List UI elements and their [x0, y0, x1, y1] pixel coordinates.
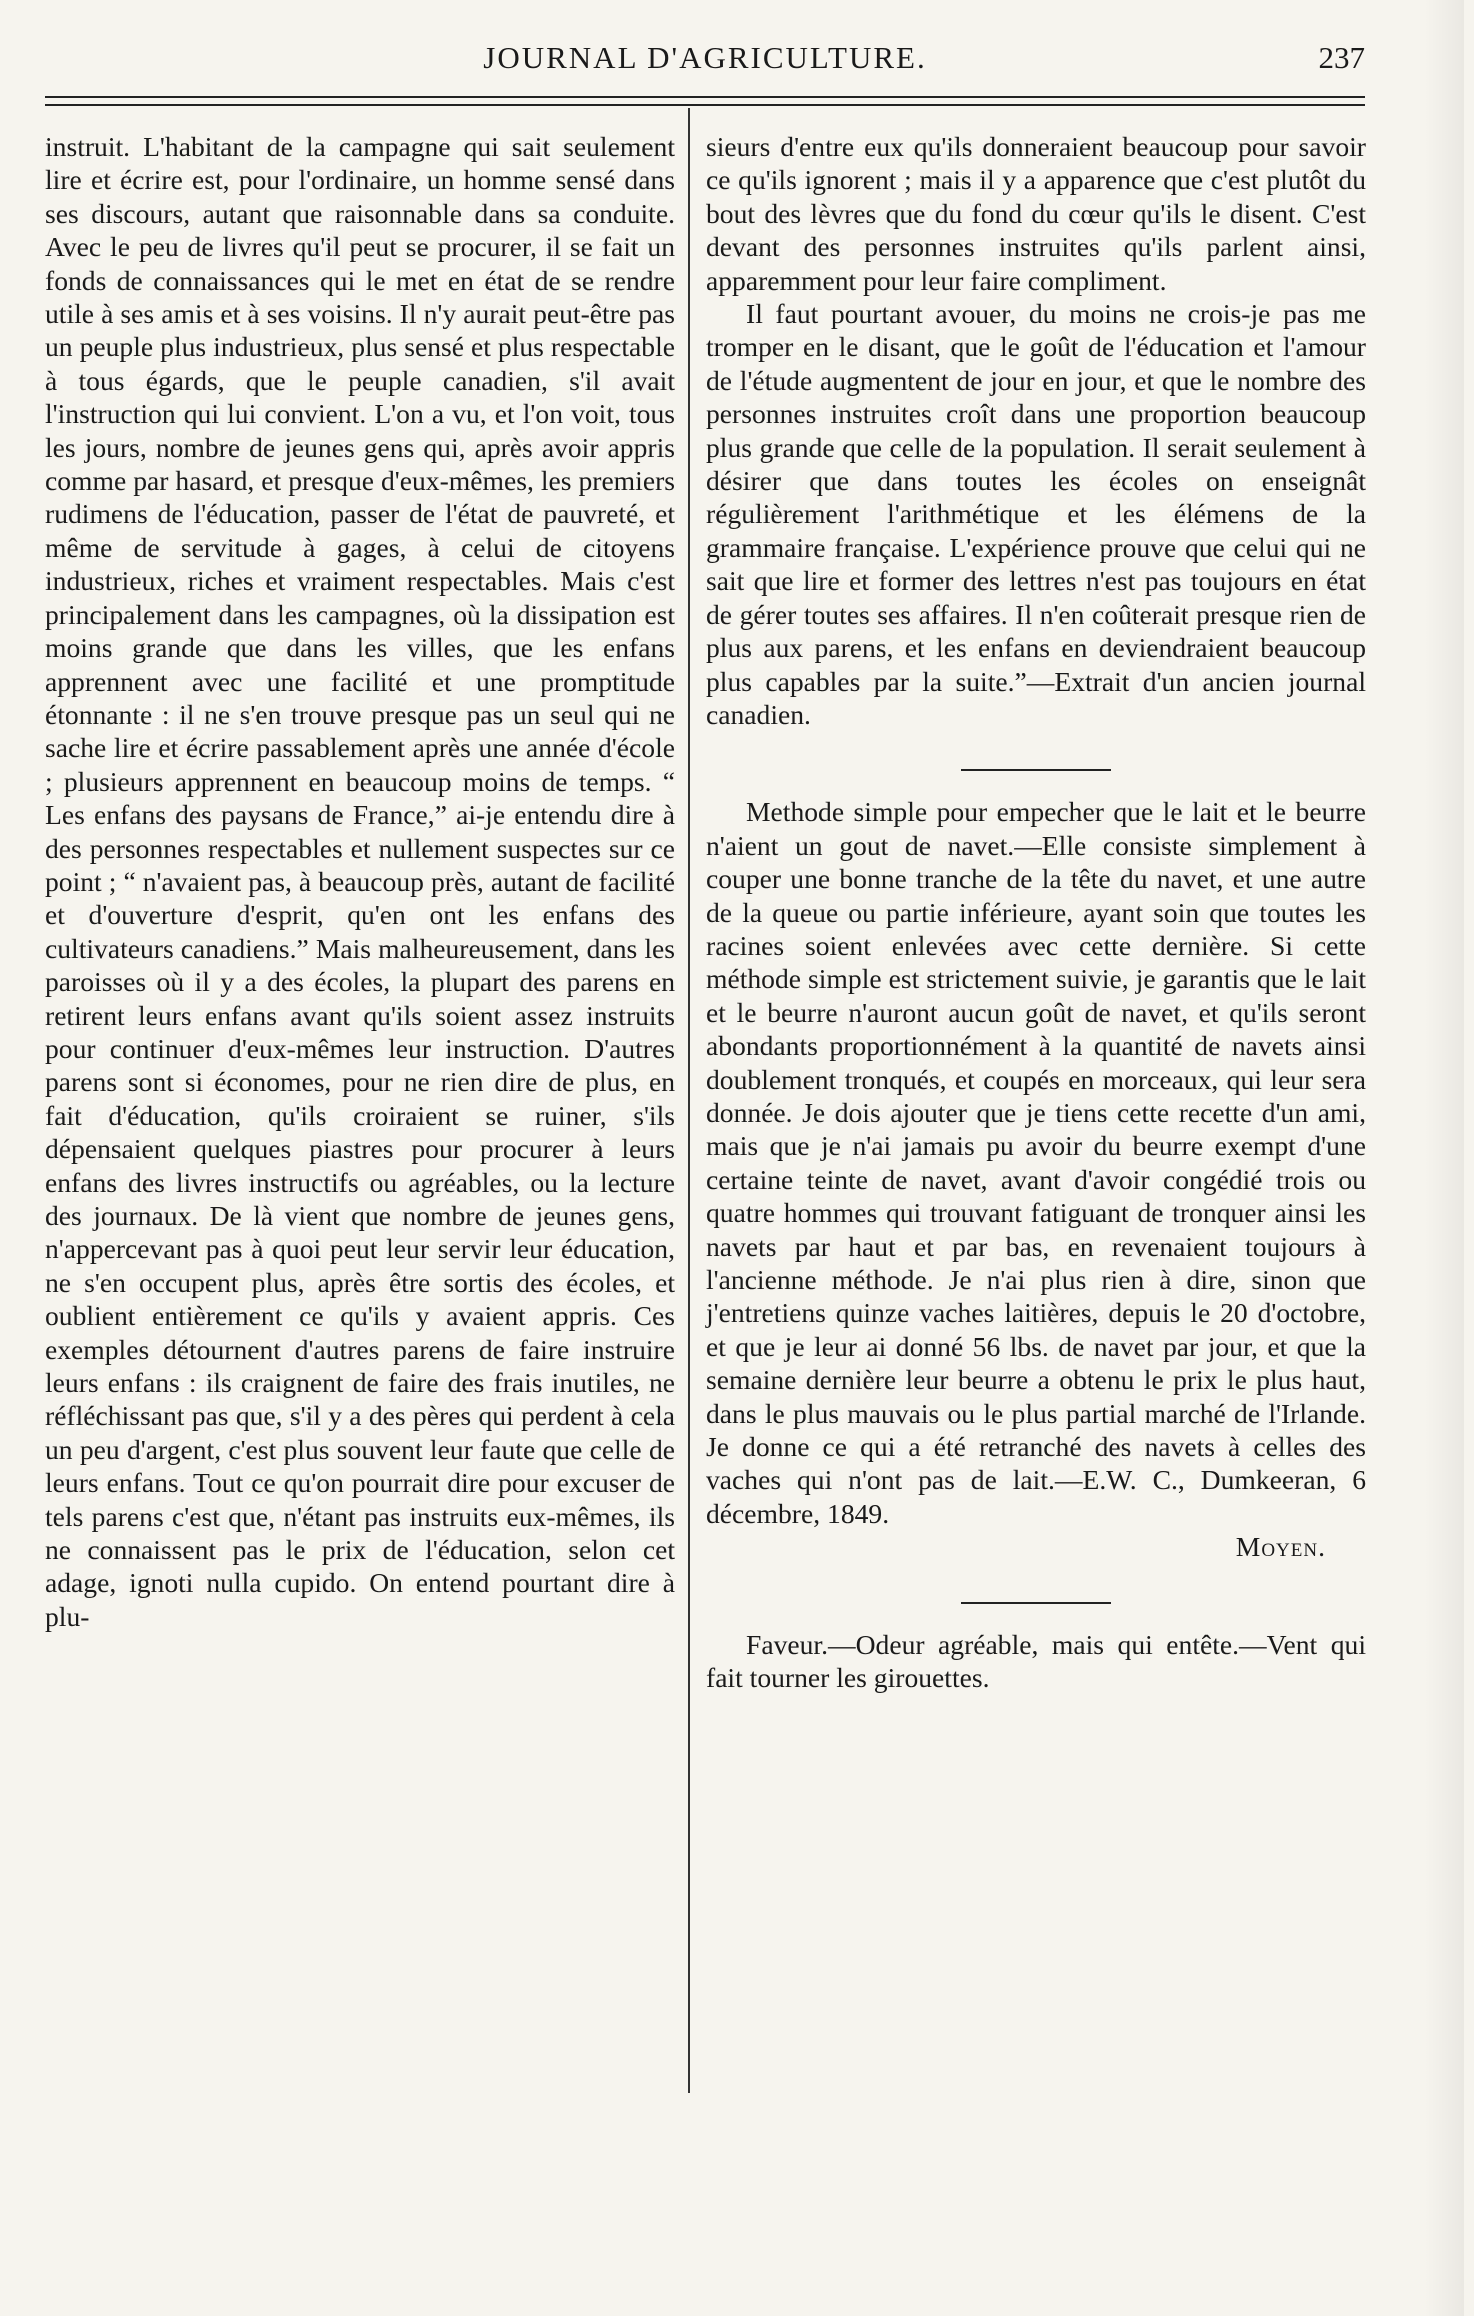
page-number: 237 [1318, 40, 1365, 75]
left-column [45, 130, 675, 1633]
right-column [706, 130, 1366, 1694]
page-header [45, 40, 1365, 90]
column-divider [688, 108, 690, 2093]
signature: Moyen. [1235, 1531, 1326, 1563]
section-rule-2 [961, 1602, 1111, 1604]
right-paragraph-2: Il faut pourtant avouer, du moins ne crois-je pas me tromper en le disant, que le goût de l'éducation et l'amour de l'étude augmentent de jour en jour, et que le nombre des personnes instruites croît dans une proportion beaucoup plus grande que celle de la population. Il serait seulement à désirer que dans toutes les écoles on enseignât régulièrement l'arithmétique et les élémens de la grammaire française. L'expérience prouve que celui qui ne sait que lire et former des lettres n'est pas toujours en état de gérer toutes ses affaires. Il n'en coûterait presque rien de plus aux parens, et les enfans en deviendraient beaucoup plus capables par la suite.”—Extrait d'un ancien journal canadien. [706, 298, 1366, 730]
left-paragraph-1: instruit. L'habitant de la campagne qui sait seulement lire et écrire est, pour l'ordinaire, un homme sensé dans ses discours, autant que raisonnable dans sa conduite. Avec le peu de livres qu'il peut se procurer, il se fait un fonds de connaissances qui le met en état de se rendre utile à ses amis et à ses voisins. Il n'y aurait peut-être pas un peuple plus industrieux, plus sensé et plus respectable à tous égards, que le peuple canadien, s'il avait l'instruction qui lui convient. L'on a vu, et l'on voit, tous les jours, nombre de jeunes gens qui, après avoir appris comme par hasard, et presque d'eux-mêmes, les premiers rudimens de l'éducation, passer de l'état de pauvreté, et même de servitude à gages, à celui de citoyens industrieux, riches et vraiment respectables. Mais c'est principalement dans les campagnes, où la dissipation est moins grande que dans les villes, que les enfans apprennent avec une facilité et une promptitude étonnante : il ne s'en trouve presque pas un seul qui ne sache lire et écrire passablement après une année d'école ; plusieurs apprennent en beaucoup moins de temps. “ Les enfans des paysans de France,” ai-je entendu dire à des personnes respectables et nullement suspectes sur ce point ; “ n'avaient pas, à beaucoup près, autant de facilité et d'ouverture d'esprit, qu'en ont les enfans des cultivateurs canadiens.” Mais malheureusement, dans les paroisses où il y a des écoles, la plupart des parens en retirent leurs enfans avant qu'ils soient assez instruits pour continuer d'eux-mêmes leur instruction. D'autres parens sont si économes, pour ne rien dire de plus, en fait d'éducation, qu'ils croiraient se ruiner, s'ils dépensaient quelques piastres pour procurer à leurs enfans des livres instructifs ou agréables, ou la lecture des journaux. De là vient que nombre de jeunes gens, n'appercevant pas à quoi peut leur servir leur éducation, ne s'en occupent plus, après être sortis des écoles, et oublient entièrement ce qu'ils y avaient appris. Ces exemples détournent d'autres parens de faire instruire leurs enfans : ils craignent de faire des frais inutiles, ne réfléchissant pas que, s'il y a des pères qui perdent à cela un peu d'argent, c'est plus souvent leur faute que celle de leurs enfans. Tout ce qu'on pourrait dire pour excuser de tels parens c'est que, n'étant pas instruits eux-mêmes, ils ne connaissent pas le prix de l'éducation, selon cet adage, ignoti nulla cupido. On entend pourtant dire à plu- [45, 131, 675, 1632]
navet-recipe-paragraph: Methode simple pour empecher que le lait et le beurre n'aient un gout de navet.—Elle consiste simplement à couper une bonne tranche de la tête du navet, et une autre de la queue ou partie inférieure, ayant soin que toutes les racines soient enlevées avec cette dernière. Si cette méthode simple est strictement suivie, je garantis que le lait et le beurre n'auront aucun goût de navet, et qu'ils seront abondants proportionnément à la quantité de navets ainsi doublement tronqués, et coupés en morceaux, qui leur sera donnée. Je dois ajouter que je tiens cette recette d'un ami, mais que je n'ai jamais pu avoir du beurre exempt d'une certaine teinte de navet, avant d'avoir congédié trois ou quatre hommes qui trouvant fatiguant de tronquer ainsi les navets par haut et par bas, en revenaient toujours à l'ancienne méthode. Je n'ai plus rien à dire, sinon que j'entretiens quinze vaches laitières, depuis le 20 d'octobre, et que je leur ai donné 56 lbs. de navet par jour, et que la semaine dernière leur beurre a obtenu le prix le plus haut, dans le plus mauvais ou le plus partial marché de l'Irlande. Je donne ce qui a été retranché des navets à celles des vaches qui n'ont pas de lait.—E.W. C., Dumkeeran, 6 décembre, 1849. [706, 796, 1366, 1529]
section-rule-1 [961, 769, 1111, 771]
faveur-paragraph: Faveur.—Odeur agréable, mais qui entête.—Vent qui fait tourner les girouettes. [706, 1628, 1366, 1694]
running-title: JOURNAL D'AGRICULTURE. [483, 40, 927, 75]
page-edge-shadow [1424, 0, 1464, 2316]
header-rule [45, 96, 1365, 106]
right-paragraph-1: sieurs d'entre eux qu'ils donneraient beaucoup pour savoir ce qu'ils ignorent ; mais il y a apparence que c'est plutôt du bout des lèvres que du fond du cœur qu'ils le disent. C'est devant des personnes instruites qu'ils parlent ainsi, apparemment pour leur faire compliment. [706, 131, 1366, 296]
